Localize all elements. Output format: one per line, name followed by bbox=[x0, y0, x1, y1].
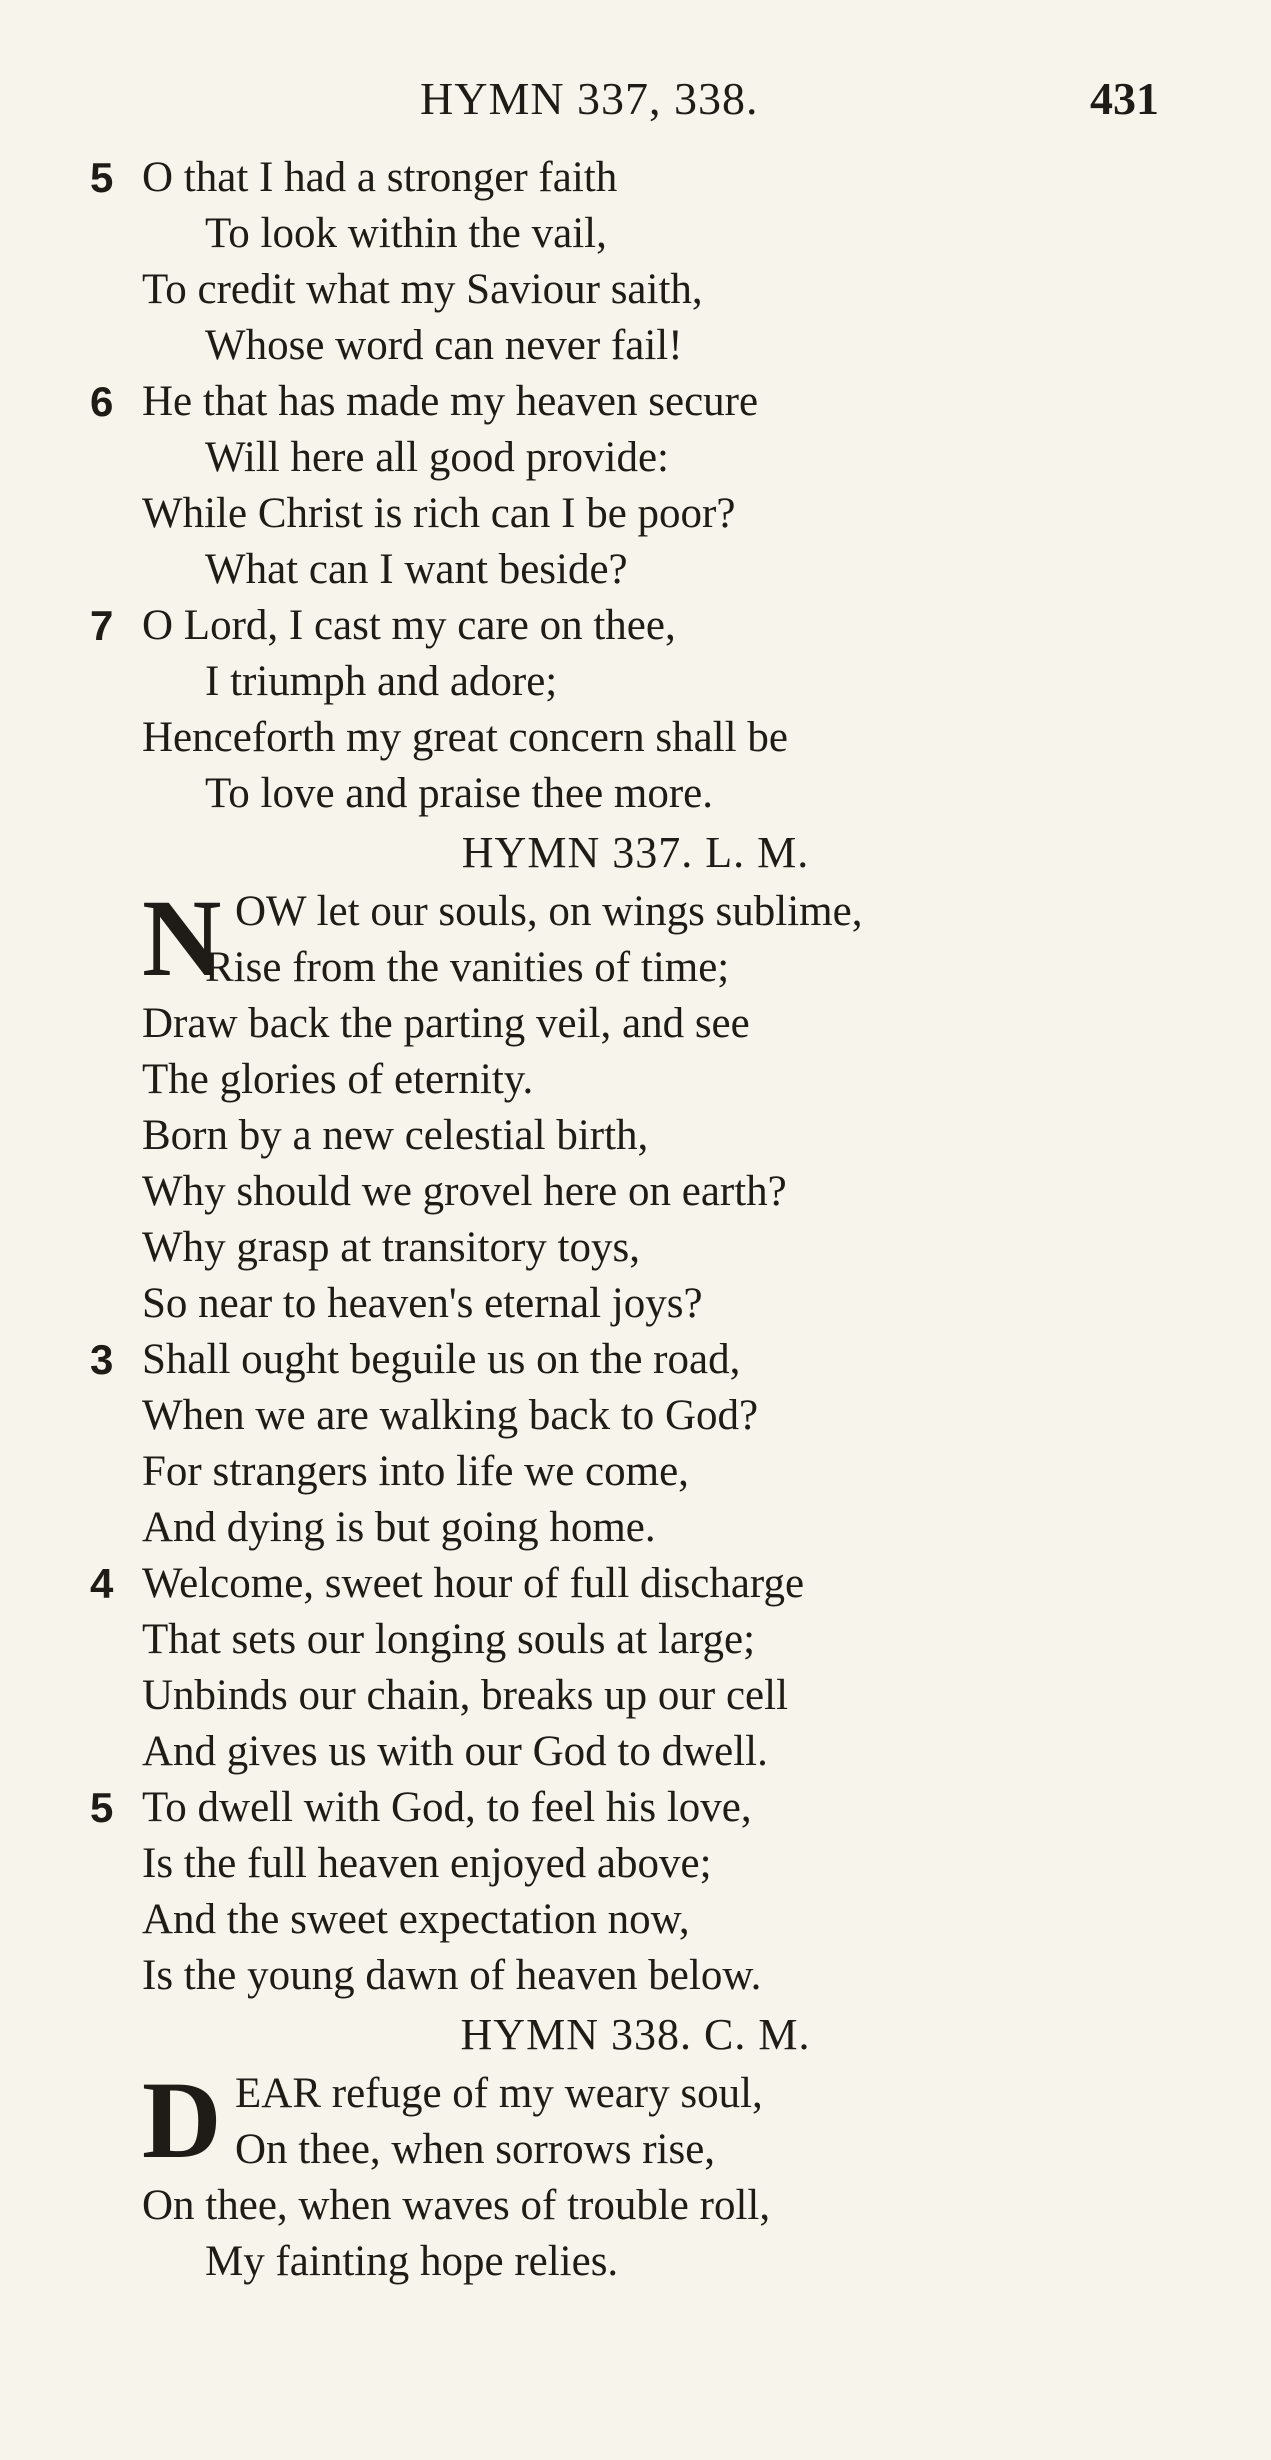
verse-line: On thee, when waves of trouble roll, bbox=[142, 2182, 771, 2229]
running-title: HYMN 337, 338. bbox=[420, 73, 759, 124]
verse-line: O Lord, I cast my care on thee, bbox=[142, 602, 676, 649]
verse-line: Draw back the parting veil, and see bbox=[142, 1000, 750, 1047]
verse-line: To credit what my Saviour saith, bbox=[142, 266, 703, 313]
verse-line: Henceforth my great concern shall be bbox=[142, 714, 788, 761]
verse-line: What can I want beside? bbox=[205, 546, 628, 593]
stanza-number: 7 bbox=[90, 602, 114, 649]
verse-line: Welcome, sweet hour of full discharge bbox=[142, 1560, 805, 1607]
verse-line: OW let our souls, on wings sublime, bbox=[235, 888, 863, 935]
verse-line: Born by a new celestial birth, bbox=[142, 1112, 649, 1159]
verse-line: Will here all good provide: bbox=[205, 434, 669, 481]
verse-line: To look within the vail, bbox=[205, 210, 607, 257]
verse-line: Why should we grovel here on earth? bbox=[142, 1168, 787, 1215]
stanza bbox=[0, 877, 1271, 1108]
stanza bbox=[0, 1108, 1271, 1332]
verse-line: When we are walking back to God? bbox=[142, 1392, 759, 1439]
stanza bbox=[0, 1556, 1271, 1780]
verse-line: While Christ is rich can I be poor? bbox=[142, 490, 736, 537]
verse-line: EAR refuge of my weary soul, bbox=[235, 2070, 763, 2117]
stanza-number: 5 bbox=[90, 1784, 114, 1831]
verse-line: O that I had a stronger faith bbox=[142, 154, 618, 201]
stanza-number: 4 bbox=[90, 1560, 114, 1607]
page-content bbox=[0, 150, 1271, 2290]
stanza bbox=[0, 2059, 1271, 2290]
verse-line: And the sweet expectation now, bbox=[142, 1896, 690, 1943]
verse-line: And gives us with our God to dwell. bbox=[142, 1728, 768, 1775]
verse-line: Is the full heaven enjoyed above; bbox=[142, 1840, 712, 1887]
drop-cap: D bbox=[142, 2059, 222, 2181]
verse-line: For strangers into life we come, bbox=[142, 1448, 689, 1495]
verse-line: Is the young dawn of heaven below. bbox=[142, 1952, 762, 1999]
verse-line: That sets our longing souls at large; bbox=[142, 1616, 756, 1663]
verse-line: So near to heaven's eternal joys? bbox=[142, 1280, 703, 1327]
stanza bbox=[0, 1780, 1271, 2004]
verse-line: On thee, when sorrows rise, bbox=[235, 2126, 716, 2173]
stanza bbox=[0, 150, 1271, 374]
stanza bbox=[0, 1332, 1271, 1556]
page-number: 431 bbox=[1090, 73, 1159, 124]
hymn-title: HYMN 338. C. M. bbox=[460, 2010, 811, 2059]
verse-line: The glories of eternity. bbox=[142, 1056, 534, 1103]
verse-line: To dwell with God, to feel his love, bbox=[142, 1784, 752, 1831]
stanza-number: 5 bbox=[90, 154, 114, 201]
stanza-number: 6 bbox=[90, 378, 114, 425]
verse-line: I triumph and adore; bbox=[205, 658, 558, 705]
verse-line: To love and praise thee more. bbox=[205, 770, 714, 817]
verse-line: Whose word can never fail! bbox=[205, 322, 683, 369]
verse-line: Shall ought beguile us on the road, bbox=[142, 1336, 741, 1383]
verse-line: Rise from the vanities of time; bbox=[205, 944, 730, 991]
verse-line: Unbinds our chain, breaks up our cell bbox=[142, 1672, 789, 1719]
verse-line: Why grasp at transitory toys, bbox=[142, 1224, 640, 1271]
verse-line: My fainting hope relies. bbox=[205, 2238, 619, 2285]
stanza bbox=[0, 374, 1271, 598]
hymn-title: HYMN 337. L. M. bbox=[461, 828, 810, 877]
drop-cap: N bbox=[142, 877, 222, 999]
verse-line: And dying is but going home. bbox=[142, 1504, 656, 1551]
page-header bbox=[0, 72, 1271, 132]
stanza-number: 3 bbox=[90, 1336, 114, 1383]
verse-line: He that has made my heaven secure bbox=[142, 378, 759, 425]
stanza bbox=[0, 598, 1271, 822]
